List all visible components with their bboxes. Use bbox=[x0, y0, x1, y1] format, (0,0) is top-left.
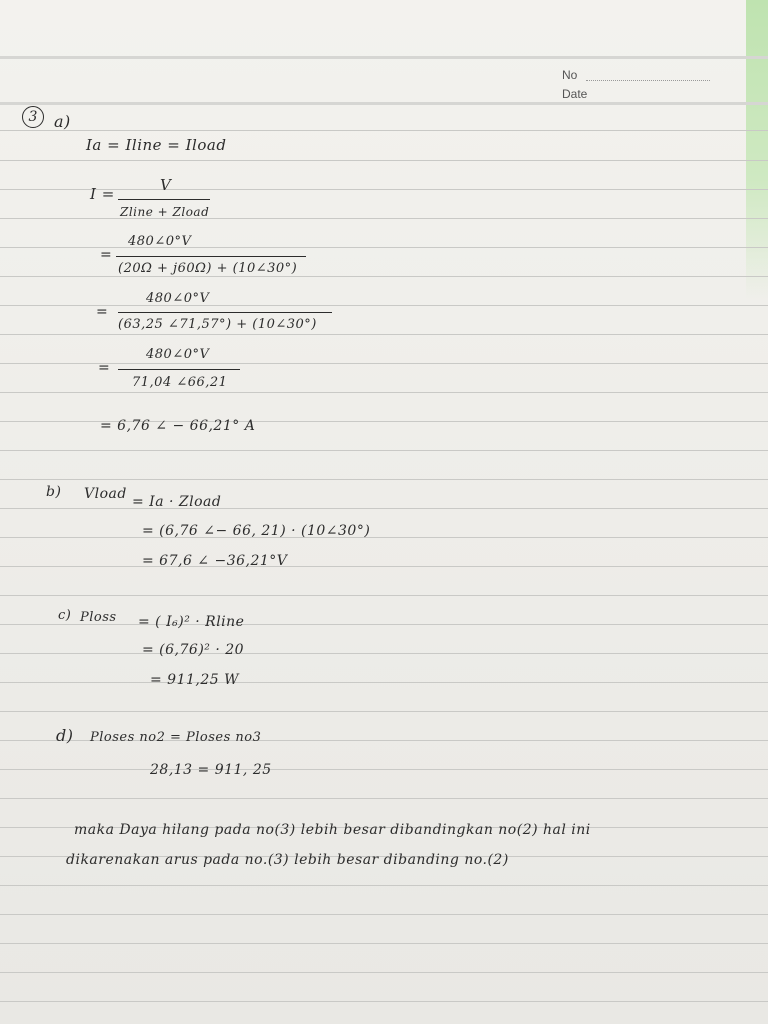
rule-line bbox=[0, 769, 768, 770]
fraction-bar bbox=[118, 312, 332, 313]
part-d-line1: Ploses no2 = Ploses no3 bbox=[90, 730, 262, 745]
fraction-denominator: Zline + Zload bbox=[120, 205, 210, 219]
conclusion-line1: maka Daya hilang pada no(3) lebih besar dibandingkan no(2) hal ini bbox=[74, 822, 591, 838]
rule-line bbox=[0, 247, 768, 248]
rule-line bbox=[0, 130, 768, 131]
rule-line bbox=[0, 653, 768, 654]
rule-line bbox=[0, 508, 768, 509]
rule-line bbox=[0, 595, 768, 596]
step1-numerator: 480∠0°V bbox=[128, 234, 192, 249]
part-d-line2: 28,13 = 911, 25 bbox=[150, 762, 272, 778]
rule-line bbox=[0, 392, 768, 393]
rule-line bbox=[0, 189, 768, 190]
part-c-lhs: Ploss bbox=[80, 610, 117, 625]
part-c-line1: = ( I₆)² · Rline bbox=[138, 614, 245, 630]
rule-line bbox=[0, 972, 768, 973]
rule-line bbox=[0, 914, 768, 915]
rule-line bbox=[0, 218, 768, 219]
header-rule bbox=[0, 102, 768, 105]
step2-denominator: (63,25 ∠71,57°) + (10∠30°) bbox=[118, 317, 317, 332]
part-b-line2: = (6,76 ∠− 66, 21) · (10∠30°) bbox=[142, 523, 371, 539]
rule-line bbox=[0, 305, 768, 306]
equals-sign: = bbox=[96, 304, 109, 320]
rule-line bbox=[0, 885, 768, 886]
rule-line bbox=[0, 276, 768, 277]
equals-sign: = bbox=[100, 247, 113, 263]
part-c-line3: = 911,25 W bbox=[150, 672, 240, 688]
rule-line bbox=[0, 711, 768, 712]
part-c-label: c) bbox=[58, 608, 72, 623]
part-d-label: d) bbox=[56, 726, 74, 745]
rule-line bbox=[0, 479, 768, 480]
part-a-label: a) bbox=[54, 112, 71, 131]
rule-line bbox=[0, 160, 768, 161]
rule-line bbox=[0, 363, 768, 364]
step3-numerator: 480∠0°V bbox=[146, 347, 210, 362]
conclusion-line2: dikarenakan arus pada no.(3) lebih besar dibanding no.(2) bbox=[66, 852, 509, 868]
step3-denominator: 71,04 ∠66,21 bbox=[132, 375, 228, 390]
part-c-line2: = (6,76)² · 20 bbox=[142, 642, 245, 658]
step2-numerator: 480∠0°V bbox=[146, 291, 210, 306]
part-b-label: b) bbox=[46, 484, 62, 500]
rule-line bbox=[0, 943, 768, 944]
rule-line bbox=[0, 334, 768, 335]
rule-line bbox=[0, 682, 768, 683]
fraction-numerator: V bbox=[160, 176, 172, 194]
equals-sign: = bbox=[98, 360, 111, 376]
rule-line bbox=[0, 537, 768, 538]
part-a-result: = 6,76 ∠ − 66,21° A bbox=[100, 418, 256, 434]
fraction-bar bbox=[118, 199, 210, 200]
part-b-lhs: Vload bbox=[84, 486, 127, 502]
rule-line bbox=[0, 450, 768, 451]
rule-line bbox=[0, 566, 768, 567]
page-tab-edge bbox=[746, 0, 768, 300]
rule-line bbox=[0, 798, 768, 799]
part-a-line1: Ia = Iline = Iload bbox=[86, 136, 227, 154]
part-b-line3: = 67,6 ∠ −36,21°V bbox=[142, 553, 288, 569]
fraction-bar bbox=[116, 256, 306, 257]
fraction-bar bbox=[118, 369, 240, 370]
date-label: Date bbox=[562, 87, 588, 101]
problem-number: 3 bbox=[22, 106, 44, 128]
step1-denominator: (20Ω + j60Ω) + (10∠30°) bbox=[118, 261, 298, 276]
no-label: No bbox=[562, 68, 578, 82]
rule-line bbox=[0, 1001, 768, 1002]
no-field-dots bbox=[586, 80, 710, 81]
current-lhs: I = bbox=[90, 185, 115, 203]
top-rule bbox=[0, 56, 768, 59]
part-b-line1: = Ia · Zload bbox=[132, 494, 222, 510]
